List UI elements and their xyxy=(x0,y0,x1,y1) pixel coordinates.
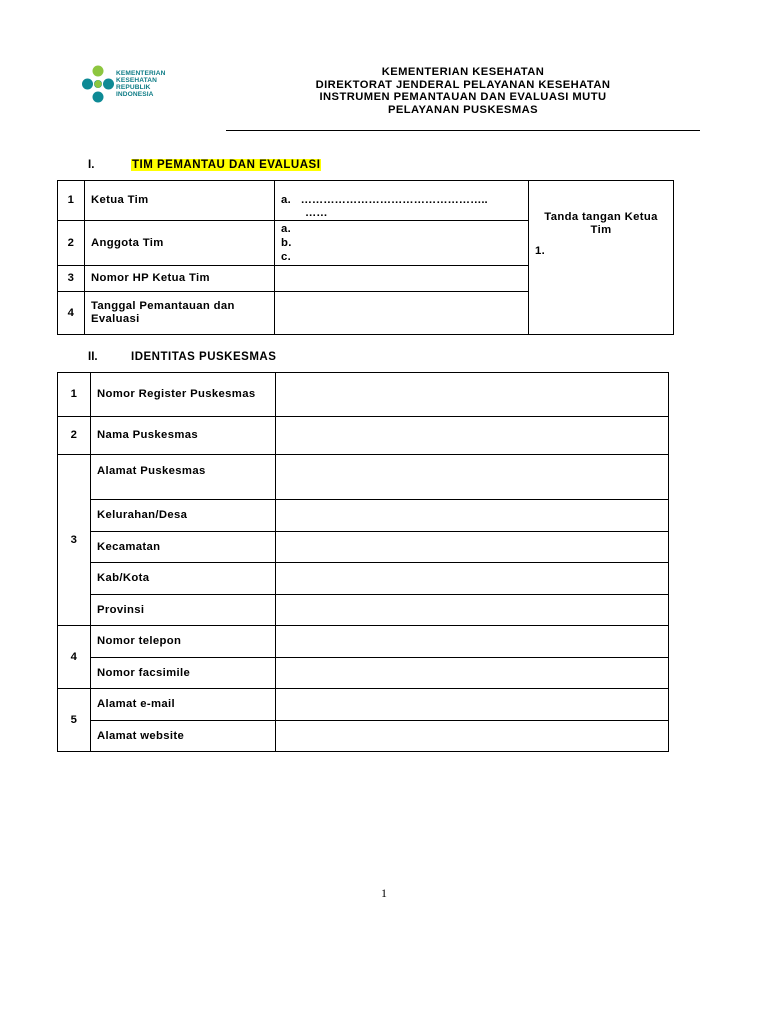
table-row xyxy=(58,532,669,563)
page-number: 1 xyxy=(381,886,387,900)
row-number: 3 xyxy=(58,455,91,626)
row-label: Nomor Register Puskesmas xyxy=(91,373,276,417)
table-row xyxy=(58,181,674,221)
row-label: Nama Puskesmas xyxy=(91,417,276,455)
anggota-tim-field[interactable] xyxy=(275,221,529,266)
row-label: Kab/Kota xyxy=(91,563,276,595)
section-2-title: IDENTITAS PUSKESMAS xyxy=(131,351,277,363)
row-number: 4 xyxy=(58,292,85,335)
signature-cell[interactable] xyxy=(529,181,674,335)
row-label: Alamat website xyxy=(91,721,276,752)
value-prefix: a. xyxy=(281,194,292,206)
website-field[interactable] xyxy=(276,721,669,752)
member-b: b. xyxy=(281,237,292,249)
puskesmas-identity-table xyxy=(57,372,669,752)
row-label: Tanggal Pemantauan dan Evaluasi xyxy=(85,292,275,335)
table-row xyxy=(58,563,669,595)
row-number: 2 xyxy=(58,417,91,455)
logo-line: REPUBLIK xyxy=(116,84,151,91)
row-label: Kecamatan xyxy=(91,532,276,563)
kemenkes-logo xyxy=(82,64,202,104)
row-label: Ketua Tim xyxy=(85,181,275,221)
row-label: Alamat Puskesmas xyxy=(91,455,276,500)
logo-line: INDONESIA xyxy=(116,91,154,98)
header-ministry: KEMENTERIAN KESEHATAN xyxy=(381,66,545,78)
table-row xyxy=(58,455,669,500)
header-instrument-subtitle: PELAYANAN PUSKESMAS xyxy=(387,103,539,116)
header-directorate: DIREKTORAT JENDERAL PELAYANAN KESEHATAN xyxy=(315,78,611,91)
table-row xyxy=(58,417,669,455)
row-label: Nomor HP Ketua Tim xyxy=(85,266,275,292)
row-label: Anggota Tim xyxy=(85,221,275,266)
row-label: Kelurahan/Desa xyxy=(91,500,276,532)
member-c: c. xyxy=(281,251,292,263)
table-row xyxy=(58,626,669,658)
row-number: 3 xyxy=(58,266,85,292)
row-number: 2 xyxy=(58,221,85,266)
table-row xyxy=(58,595,669,626)
section-2-number: II. xyxy=(88,351,98,363)
alamat-field[interactable] xyxy=(276,455,669,500)
table-row xyxy=(58,689,669,721)
logo-text xyxy=(116,70,165,98)
kecamatan-field[interactable] xyxy=(276,532,669,563)
section-1-title xyxy=(131,159,321,171)
table-row xyxy=(58,373,669,417)
tanggal-field[interactable] xyxy=(275,292,529,335)
header-instrument-title: INSTRUMEN PEMANTAUAN DAN EVALUASI MUTU xyxy=(319,91,607,103)
dotted-line: ………………………………………….. xyxy=(300,194,488,206)
table-row xyxy=(58,658,669,689)
ketua-tim-field[interactable] xyxy=(275,181,529,221)
nama-puskesmas-field[interactable] xyxy=(276,417,669,455)
team-table xyxy=(57,180,674,335)
kab-kota-field[interactable] xyxy=(276,563,669,595)
email-field[interactable] xyxy=(276,689,669,721)
signature-item: 1. xyxy=(535,245,546,257)
dotted-line: …… xyxy=(305,207,328,219)
provinsi-field[interactable] xyxy=(276,595,669,626)
row-number: 1 xyxy=(58,373,91,417)
row-number: 5 xyxy=(58,689,91,752)
table-row xyxy=(58,721,669,752)
section-1-title-text: TIM PEMANTAU DAN EVALUASI xyxy=(132,159,321,171)
header-divider xyxy=(226,130,700,131)
kemenkes-flower-icon xyxy=(82,64,114,104)
facsimile-field[interactable] xyxy=(276,658,669,689)
row-number: 4 xyxy=(58,626,91,689)
nomor-register-field[interactable] xyxy=(276,373,669,417)
logo-line: KEMENTERIAN xyxy=(116,70,166,77)
logo-line: KESEHATAN xyxy=(116,77,157,84)
row-label: Nomor telepon xyxy=(91,626,276,658)
row-label: Provinsi xyxy=(91,595,276,626)
table-row xyxy=(58,500,669,532)
row-number: 1 xyxy=(58,181,85,221)
kelurahan-field[interactable] xyxy=(276,500,669,532)
document-header xyxy=(226,66,700,116)
telepon-field[interactable] xyxy=(276,626,669,658)
member-a: a. xyxy=(281,223,292,235)
row-label: Nomor facsimile xyxy=(91,658,276,689)
row-label: Alamat e-mail xyxy=(91,689,276,721)
nomor-hp-field[interactable] xyxy=(275,266,529,292)
section-1-number: I. xyxy=(88,159,95,171)
signature-label: Tanda tangan Ketua Tim xyxy=(544,211,658,236)
